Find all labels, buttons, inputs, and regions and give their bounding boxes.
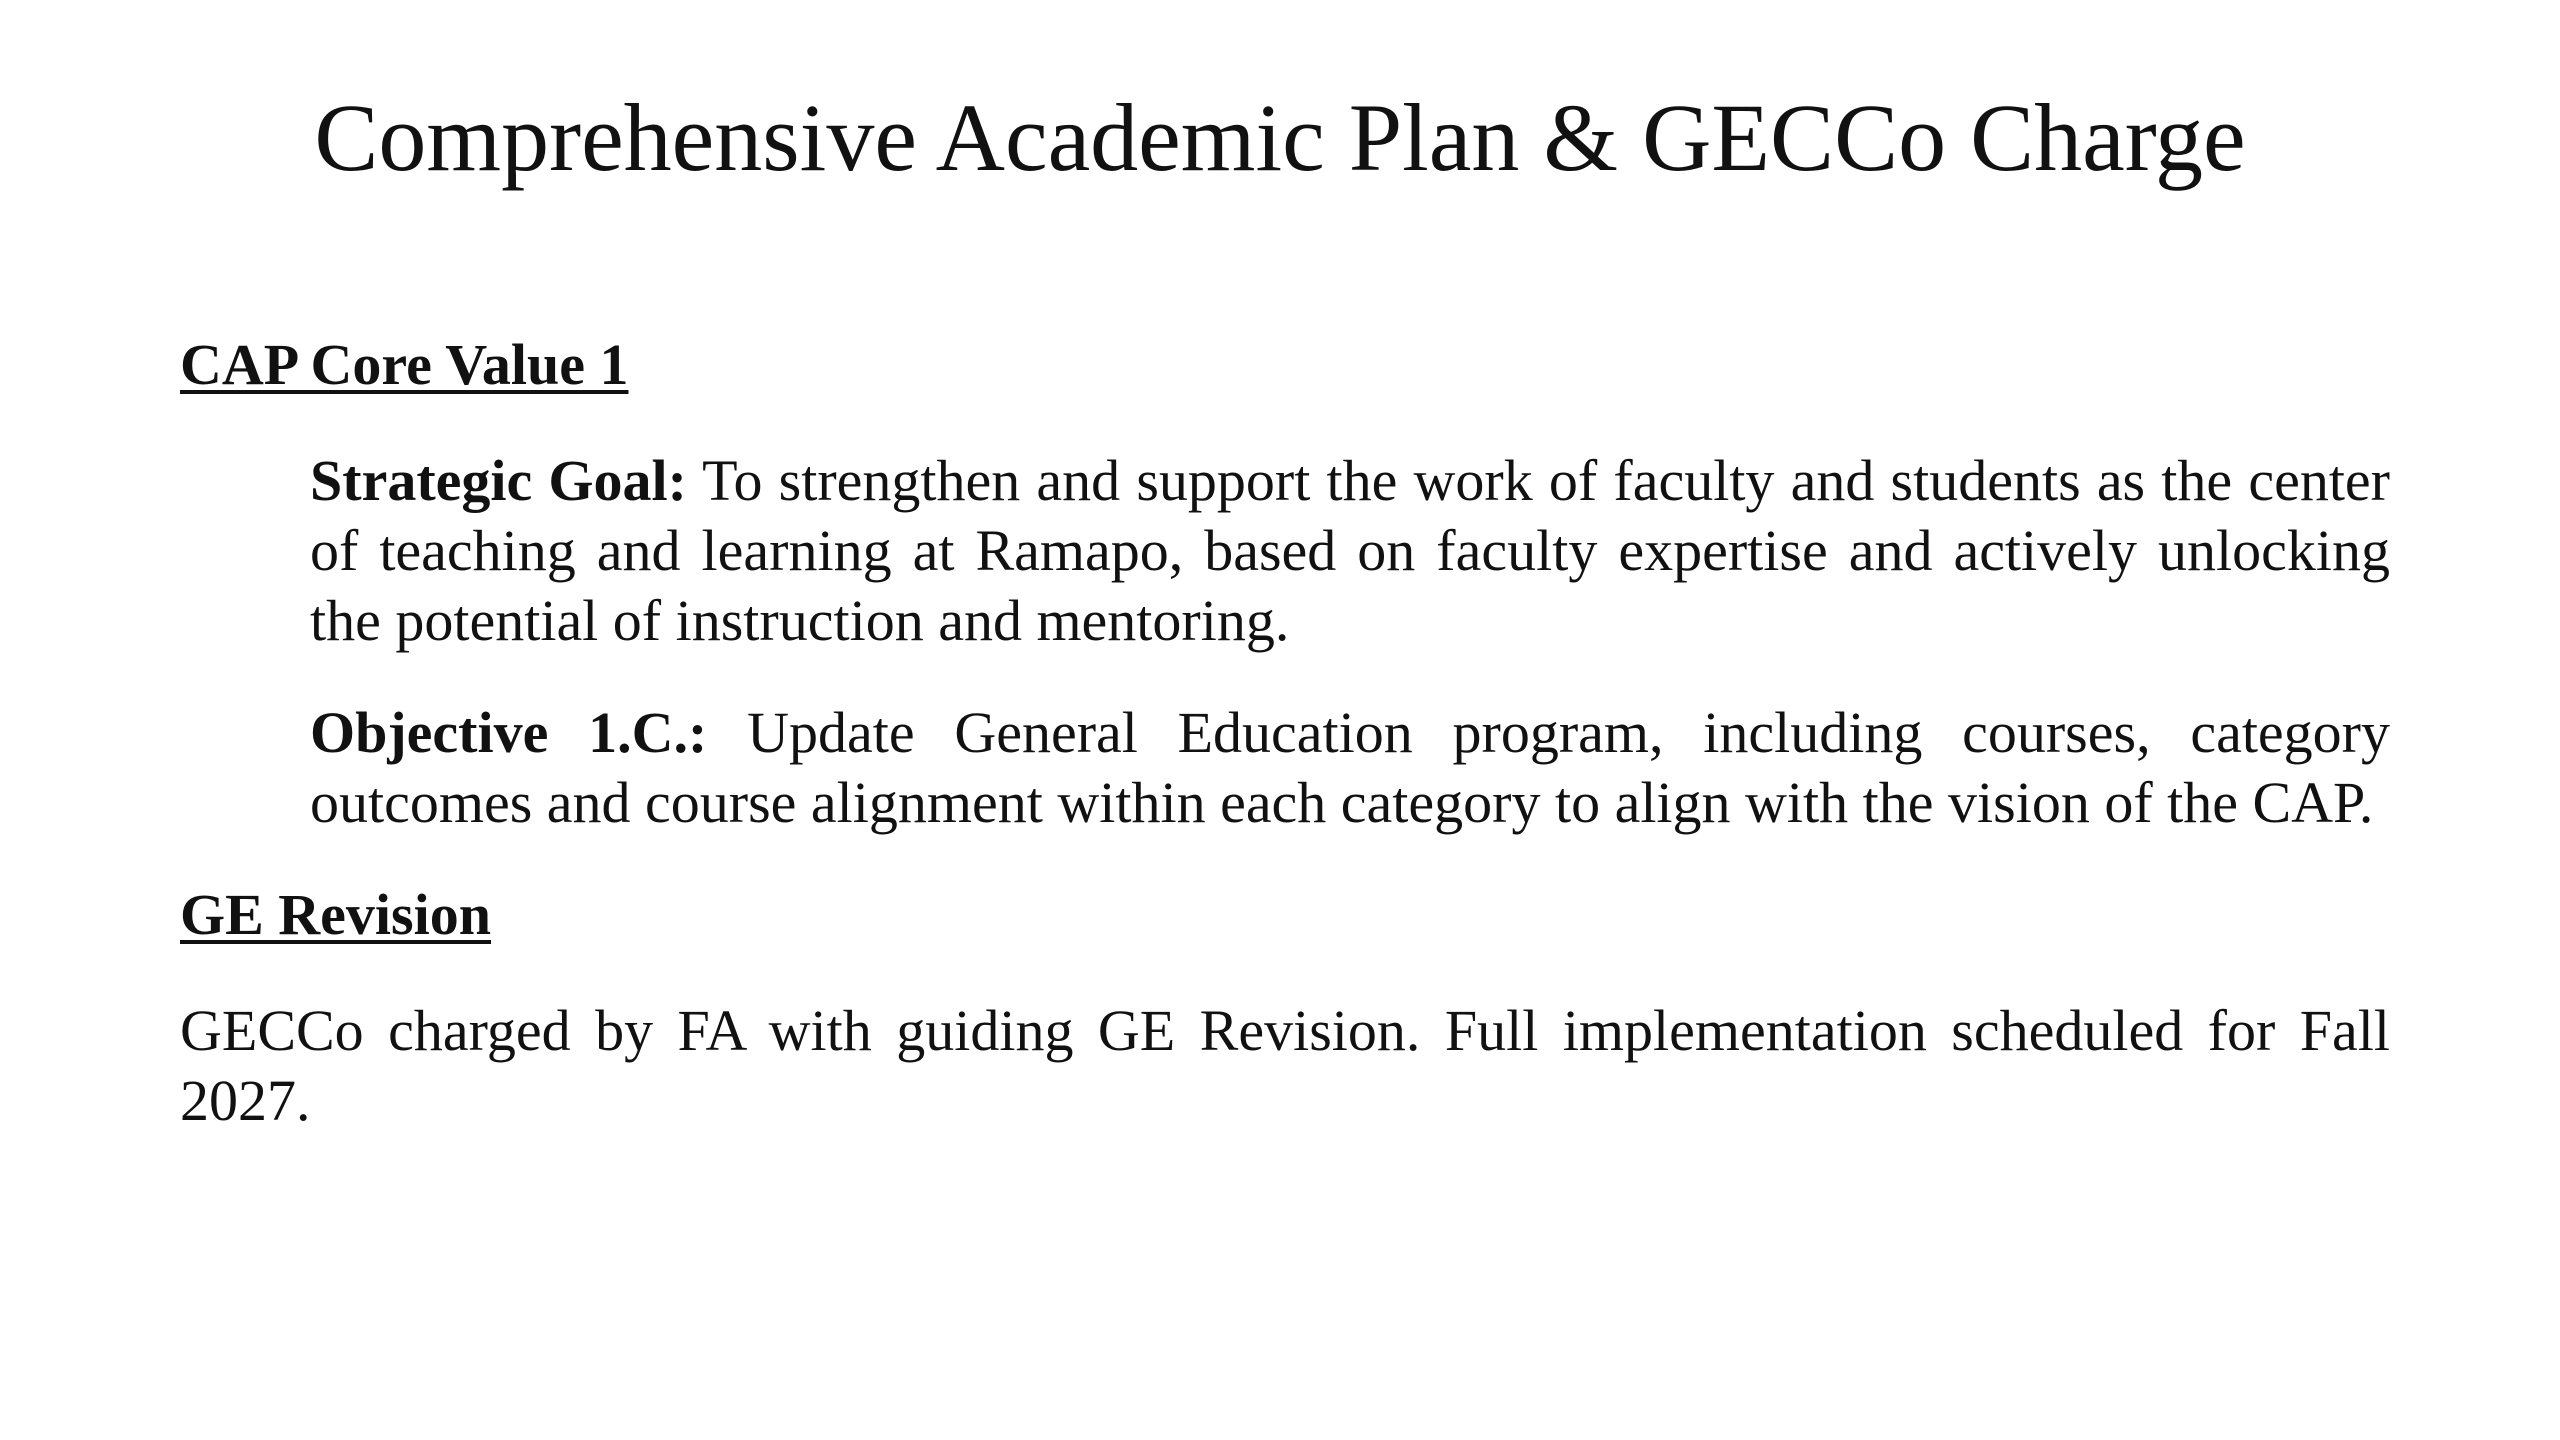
strategic-goal-label: Strategic Goal:	[310, 448, 687, 513]
objective-text: Update General Education program, including courses, category outcomes and course alignment within each category to align with the vision of the CAP.	[310, 700, 2390, 835]
slide-content	[180, 330, 2390, 1178]
cap-core-value-heading: CAP Core Value 1	[180, 332, 629, 397]
objective-paragraph	[310, 698, 2390, 838]
strategic-goal-text: To strengthen and support the work of faculty and students as the center of teaching and learning at Ramapo, based on faculty expertise and actively unlocking the potential of instruction and mentoring.	[310, 448, 2390, 653]
ge-revision-heading: GE Revision	[180, 882, 491, 947]
slide-title: Comprehensive Academic Plan & GECCo Charge	[314, 84, 2246, 191]
strategic-goal-paragraph	[310, 446, 2390, 656]
ge-revision-paragraph: GECCo charged by FA with guiding GE Revision. Full implementation scheduled for Fall 2027.	[180, 998, 2390, 1133]
objective-label: Objective 1.C.:	[310, 700, 708, 765]
